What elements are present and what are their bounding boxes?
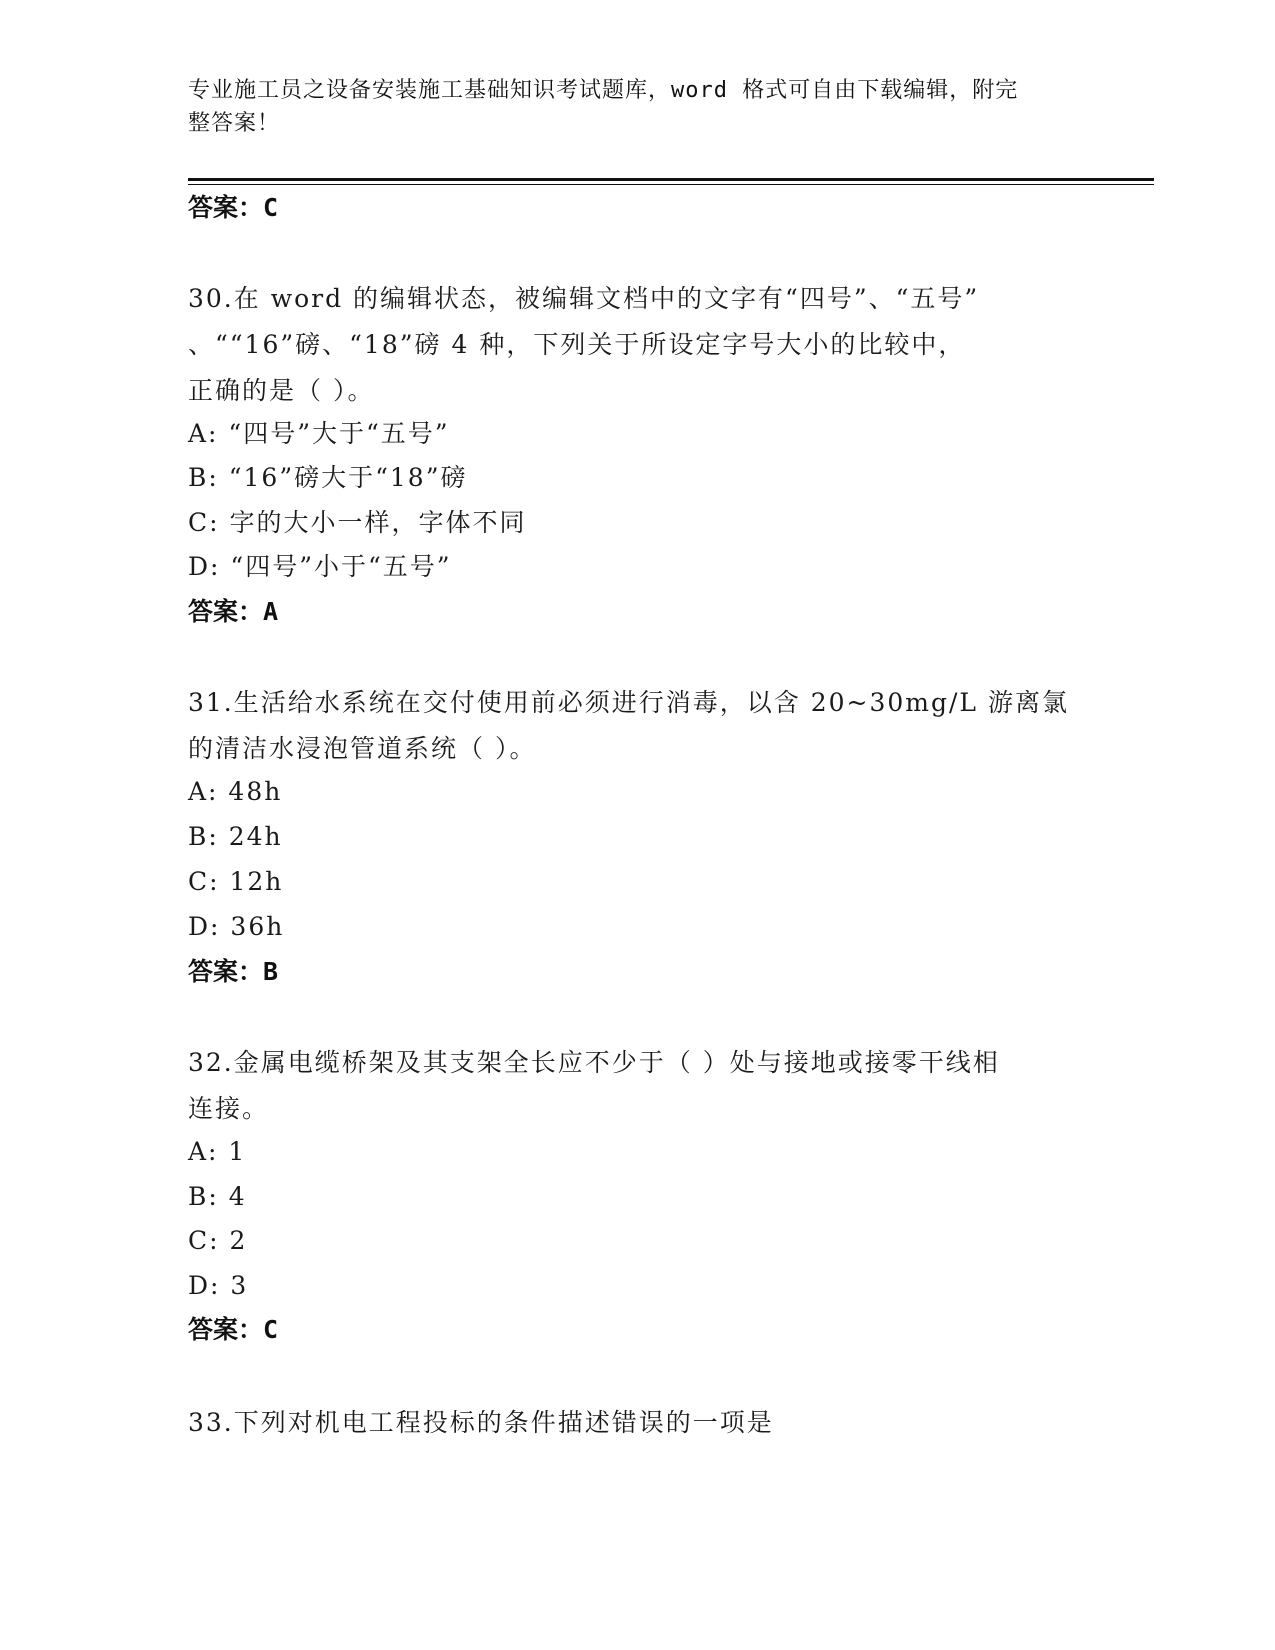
question-30-option-a: A: “四号”大于“五号” (188, 419, 450, 448)
question-31-option-b: B: 24h (188, 822, 283, 851)
question-31-option-a: A: 48h (188, 777, 283, 806)
question-30-option-c: C: 字的大小一样，字体不同 (188, 508, 527, 537)
header-line-2: 整答案！ (188, 111, 281, 136)
question-32-line-2: 连接。 (188, 1094, 270, 1123)
question-30-option-d: D: “四号”小于“五号” (188, 552, 452, 581)
question-30-line-3: 正确的是（ ）。 (188, 376, 375, 405)
header-rule-thick (188, 178, 1154, 181)
question-32-option-c: C: 2 (188, 1226, 248, 1255)
question-33-text (188, 1400, 1068, 1446)
question-30-line-1: 30.在 word 的编辑状态，被编辑文档中的文字有“四号”、“五号” (188, 284, 980, 313)
question-30-text (188, 276, 1068, 414)
question-32-option-d: D: 3 (188, 1271, 249, 1300)
question-32-line-1: 32.金属电缆桥架及其支架全长应不少于（ ）处与接地或接零干线相 (188, 1048, 1000, 1077)
question-30-line-2: 、““16”磅、“18”磅 4 种，下列关于所设定字号大小的比较中， (188, 330, 966, 359)
answer-29: 答案：C (188, 193, 279, 222)
question-31-line-1: 31.生活给水系统在交付使用前必须进行消毒，以含 20~30mg/L 游离氯 (188, 688, 1069, 717)
header-rule-thin (188, 184, 1154, 185)
question-31-text (188, 680, 1068, 772)
answer-30: 答案：A (188, 597, 279, 626)
question-32-option-a: A: 1 (188, 1137, 247, 1166)
header-line-1: 专业施工员之设备安装施工基础知识考试题库，word 格式可自由下载编辑，附完 (188, 78, 1019, 103)
question-31-option-d: D: 36h (188, 912, 285, 941)
question-33-line-1: 33.下列对机电工程投标的条件描述错误的一项是 (188, 1408, 774, 1437)
document-header (188, 74, 1068, 140)
question-31-option-c: C: 12h (188, 867, 284, 896)
question-31-line-2: 的清洁水浸泡管道系统（ ）。 (188, 734, 537, 763)
question-30-option-b: B: “16”磅大于“18”磅 (188, 463, 468, 492)
question-32-text (188, 1040, 1068, 1132)
answer-31: 答案：B (188, 957, 279, 986)
answer-32: 答案：C (188, 1315, 279, 1344)
question-32-option-b: B: 4 (188, 1182, 247, 1211)
